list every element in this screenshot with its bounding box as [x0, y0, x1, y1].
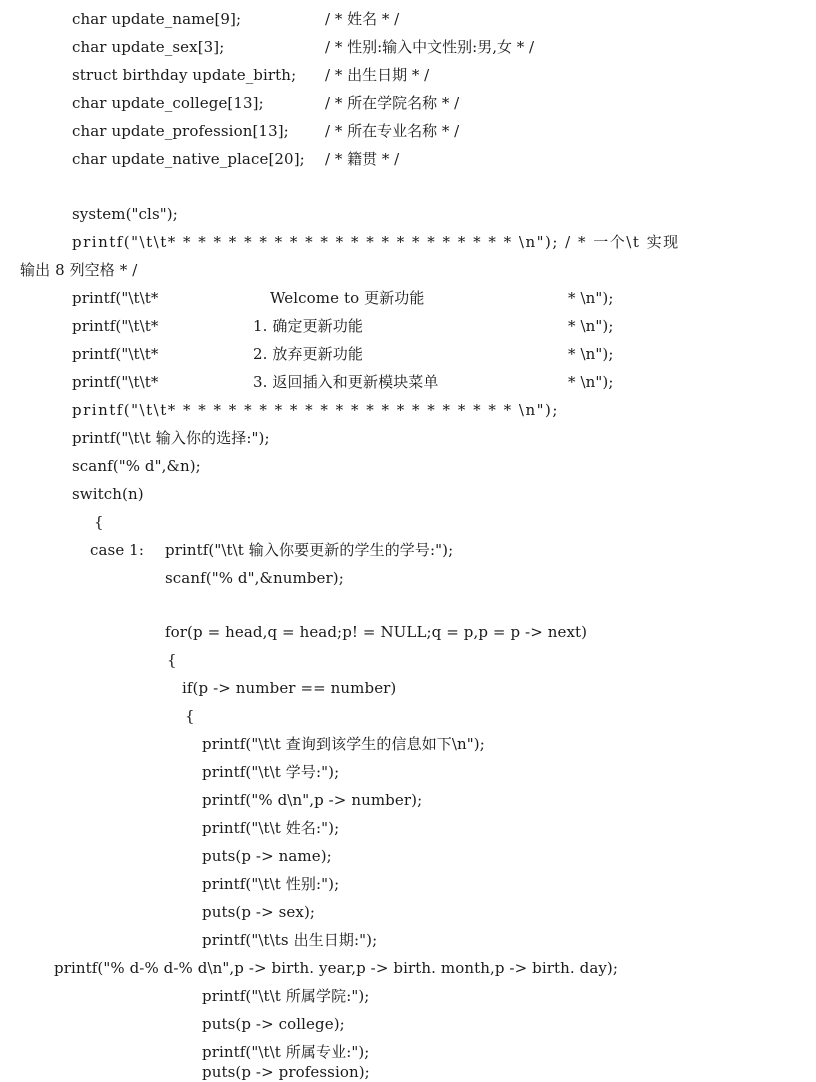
code-line: puts(p -> sex);: [202, 903, 316, 921]
code-line: printf("\t\t 输入你的选择:");: [72, 429, 270, 447]
menu-line-suffix: * \n");: [568, 289, 614, 307]
code-line: printf("\t\t* * * * * * * * * * * * * * * * * * * * * * * \n");: [72, 401, 559, 419]
decl-comment: / * 出生日期 * /: [325, 66, 430, 84]
code-line: puts(p -> name);: [202, 847, 332, 865]
menu-line-suffix: * \n");: [568, 373, 614, 391]
code-line: printf("\t\t 查询到该学生的信息如下\n");: [202, 735, 485, 753]
code-line: printf("% d-% d-% d\n",p -> birth. year,p -> birth. month,p -> birth. day);: [54, 959, 619, 977]
menu-line-text: 2. 放弃更新功能: [253, 345, 363, 363]
code-line: printf("\t\t 性别:");: [202, 875, 340, 893]
code-line: printf("\t\t 输入你要更新的学生的学号:");: [165, 541, 454, 559]
code-line: system("cls");: [72, 205, 178, 223]
code-line: scanf("% d",&number);: [165, 569, 344, 587]
decl-comment: / * 所在专业名称 * /: [325, 122, 460, 140]
code-line: scanf("% d",&n);: [72, 457, 201, 475]
code-line: case 1:: [90, 541, 144, 559]
decl-line: struct birthday update_birth;: [72, 66, 297, 84]
menu-line-text: Welcome to 更新功能: [270, 289, 425, 307]
code-line: printf("\t\t* * * * * * * * * * * * * * * * * * * * * * * \n"); / * 一个\t 实现: [72, 233, 680, 251]
code-line: printf("\t\t 所属学院:");: [202, 987, 370, 1005]
decl-line: char update_profession[13];: [72, 122, 289, 140]
code-line: printf("\t\ts 出生日期:");: [202, 931, 378, 949]
decl-comment: / * 性别:输入中文性别:男,女 * /: [325, 38, 535, 56]
menu-line-suffix: * \n");: [568, 345, 614, 363]
code-line: for(p = head,q = head;p! = NULL;q = p,p = p -> next): [165, 623, 588, 641]
code-line: {: [167, 651, 177, 669]
menu-line-prefix: printf("\t\t*: [72, 317, 159, 335]
decl-comment: / * 姓名 * /: [325, 10, 400, 28]
menu-line-prefix: printf("\t\t*: [72, 373, 159, 391]
code-line: {: [185, 707, 195, 725]
code-line: printf("% d\n",p -> number);: [202, 791, 423, 809]
code-line: puts(p -> college);: [202, 1015, 345, 1033]
menu-line-text: 1. 确定更新功能: [253, 317, 363, 335]
code-line: {: [94, 513, 104, 531]
decl-line: char update_native_place[20];: [72, 150, 305, 168]
code-line: printf("\t\t 所属专业:");: [202, 1043, 370, 1061]
code-line: switch(n): [72, 485, 144, 503]
decl-comment: / * 籍贯 * /: [325, 150, 400, 168]
decl-line: char update_name[9];: [72, 10, 242, 28]
menu-line-suffix: * \n");: [568, 317, 614, 335]
code-line: puts(p -> profession);: [202, 1063, 370, 1081]
menu-line-text: 3. 返回插入和更新模块菜单: [253, 373, 439, 391]
decl-comment: / * 所在学院名称 * /: [325, 94, 460, 112]
code-line: printf("\t\t 学号:");: [202, 763, 340, 781]
menu-line-prefix: printf("\t\t*: [72, 345, 159, 363]
decl-line: char update_college[13];: [72, 94, 264, 112]
code-line: printf("\t\t 姓名:");: [202, 819, 340, 837]
code-line: 输出 8 列空格 * /: [20, 261, 138, 279]
menu-line-prefix: printf("\t\t*: [72, 289, 159, 307]
decl-line: char update_sex[3];: [72, 38, 225, 56]
code-line: if(p -> number == number): [182, 679, 397, 697]
